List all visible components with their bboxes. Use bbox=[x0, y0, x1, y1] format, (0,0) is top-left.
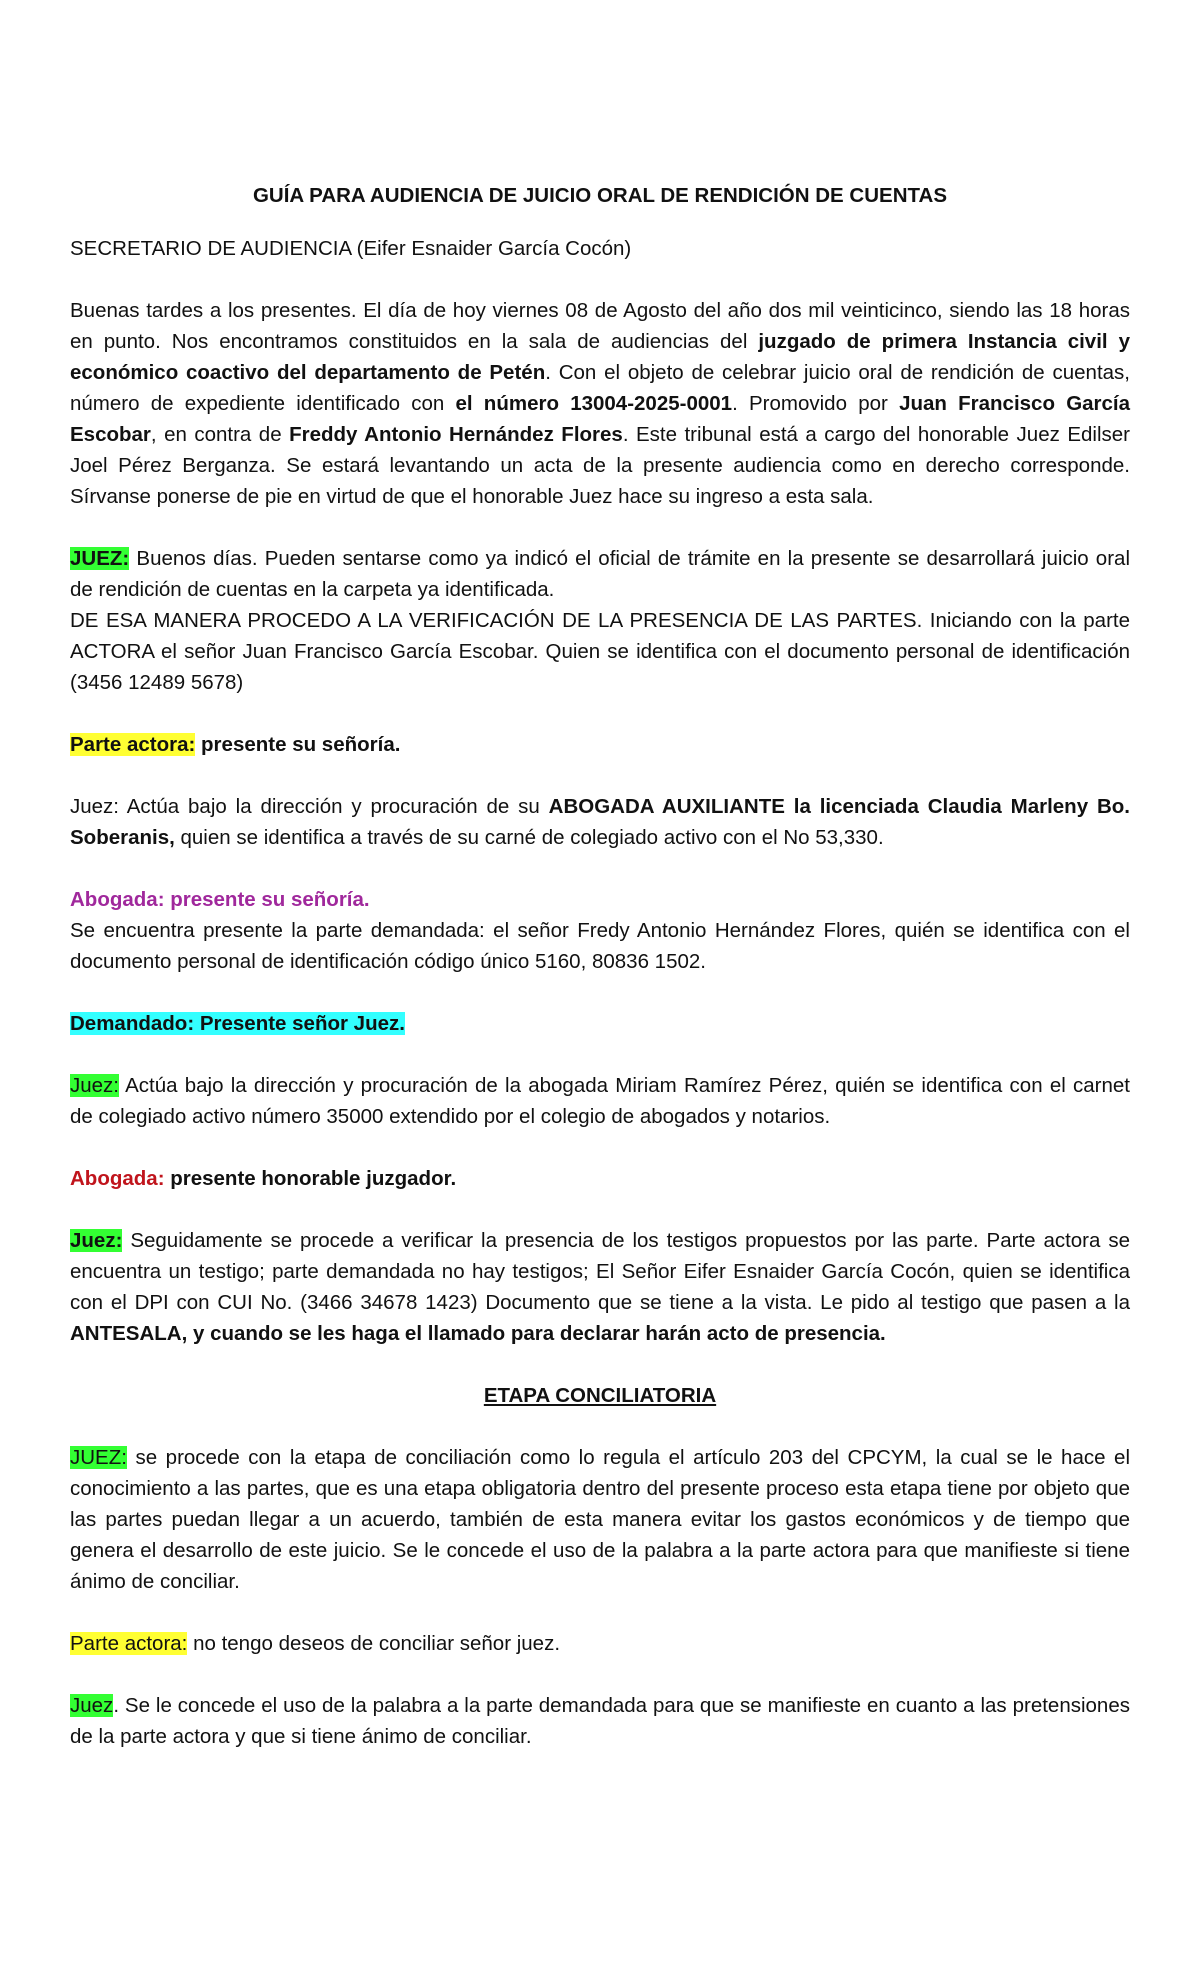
paragraph-defense-lawyer-present: Abogada: presente honorable juzgador. bbox=[70, 1167, 457, 1190]
paragraph-conciliation: JUEZ: se procede con la etapa de conciliación como lo regula el artículo 203 del CPCYM, la cual se le hace el conocimiento a las partes, que es una etapa obligatoria dentro del presente proceso esta etapa tiene por objeto que las partes puedan llegar a un acuerdo, también de esta manera evitar los gastos económicos y de tiempo que genera el desarrollo de este juicio. Se le concede el uso de la palabra a la parte actora para que manifieste si tiene ánimo de conciliar. bbox=[70, 1446, 1130, 1593]
paragraph-defendant-lawyer: Juez: Actúa bajo la dirección y procuración de la abogada Miriam Ramírez Pérez, quién se identifica con el carnet de colegiado activo número 35000 extendido por el colegio de abogados y notarios. bbox=[70, 1074, 1130, 1128]
paragraph-opening: Buenas tardes a los presentes. El día de hoy viernes 08 de Agosto del año dos mil veinticinco, siendo las 18 horas en punto. Nos encontramos constituidos en la sala de audiencias del juzgado de primera Instancia civil y económico coactivo del departamento de Petén. Con el objeto de celebrar juicio oral de rendición de cuentas, número de expediente identificado con el número 13004-2025-0001. Promovido por Juan Francisco García Escobar, en contra de Freddy Antonio Hernández Flores. Este tribunal está a cargo del honorable Juez Edilser Joel Pérez Berganza. Se estará levantando un acta de la presente audiencia como en derecho corresponde. Sírvanse ponerse de pie en virtud de que el honorable Juez hace su ingreso a esta sala. bbox=[70, 299, 1131, 508]
secretary-line: SECRETARIO DE AUDIENCIA (Eifer Esnaider García Cocón) bbox=[70, 237, 632, 260]
paragraph-actor-lawyer: Juez: Actúa bajo la dirección y procuración de su ABOGADA AUXILIANTE la licenciada Claudia Marleny Bo. Soberanis, quien se identifica a través de su carné de colegiado activo con el No 53,330. bbox=[70, 795, 1130, 849]
paragraph-defendant-present: Demandado: Presente señor Juez. bbox=[70, 1012, 405, 1035]
speaker-label: Juez: bbox=[70, 1074, 119, 1097]
paragraph-witnesses: Juez: Seguidamente se procede a verificar la presencia de los testigos propuestos por las parte. Parte actora se encuentra un testigo; parte demandada no hay testigos; El Señor Eifer Esnaider García Cocón, quien se identifica con el DPI con CUI No. (3466 34678 1423) Documento que se tiene a la vista. Le pido al testigo que pasen a la ANTESALA, y cuando se les haga el llamado para declarar harán acto de presencia. bbox=[70, 1229, 1130, 1345]
speaker-label: Parte actora: bbox=[70, 733, 196, 756]
speaker-label: JUEZ: bbox=[70, 1446, 127, 1469]
speaker-label: Abogada: bbox=[70, 1167, 165, 1190]
paragraph-actor-present: Parte actora: presente su señoría. bbox=[70, 733, 401, 756]
speaker-label: Juez: bbox=[70, 1229, 123, 1252]
paragraph-defendant-identification: Se encuentra presente la parte demandada: el señor Fredy Antonio Hernández Flores, quién se identifica con el documento personal de identificación código único 5160, 80836 1502. bbox=[70, 919, 1130, 973]
paragraph-verification: DE ESA MANERA PROCEDO A LA VERIFICACIÓN DE LA PRESENCIA DE LAS PARTES. Iniciando con la parte ACTORA el señor Juan Francisco García Escobar. Quien se identifica con el documento personal de identificación (3456 12489 5678) bbox=[70, 609, 1130, 694]
document-body bbox=[70, 180, 1130, 1752]
paragraph-defendant-turn: Juez. Se le concede el uso de la palabra a la parte demandada para que se manifieste en cuanto a las pretensiones de la parte actora y que si tiene ánimo de conciliar. bbox=[70, 1694, 1130, 1748]
document-title: GUÍA PARA AUDIENCIA DE JUICIO ORAL DE RENDICIÓN DE CUENTAS bbox=[252, 184, 947, 207]
speaker-label: Juez bbox=[70, 1694, 114, 1717]
section-title: ETAPA CONCILIATORIA bbox=[483, 1384, 717, 1407]
paragraph-judge-opening: JUEZ: Buenos días. Pueden sentarse como ya indicó el oficial de trámite en la presente se desarrollará juicio oral de rendición de cuentas en la carpeta ya identificada. bbox=[70, 547, 1130, 601]
paragraph-lawyer-present: Abogada: presente su señoría. bbox=[70, 888, 370, 911]
paragraph-actor-response: Parte actora: no tengo deseos de conciliar señor juez. bbox=[70, 1632, 561, 1655]
speaker-label: Parte actora: bbox=[70, 1632, 188, 1655]
speaker-label: JUEZ: bbox=[70, 547, 130, 570]
